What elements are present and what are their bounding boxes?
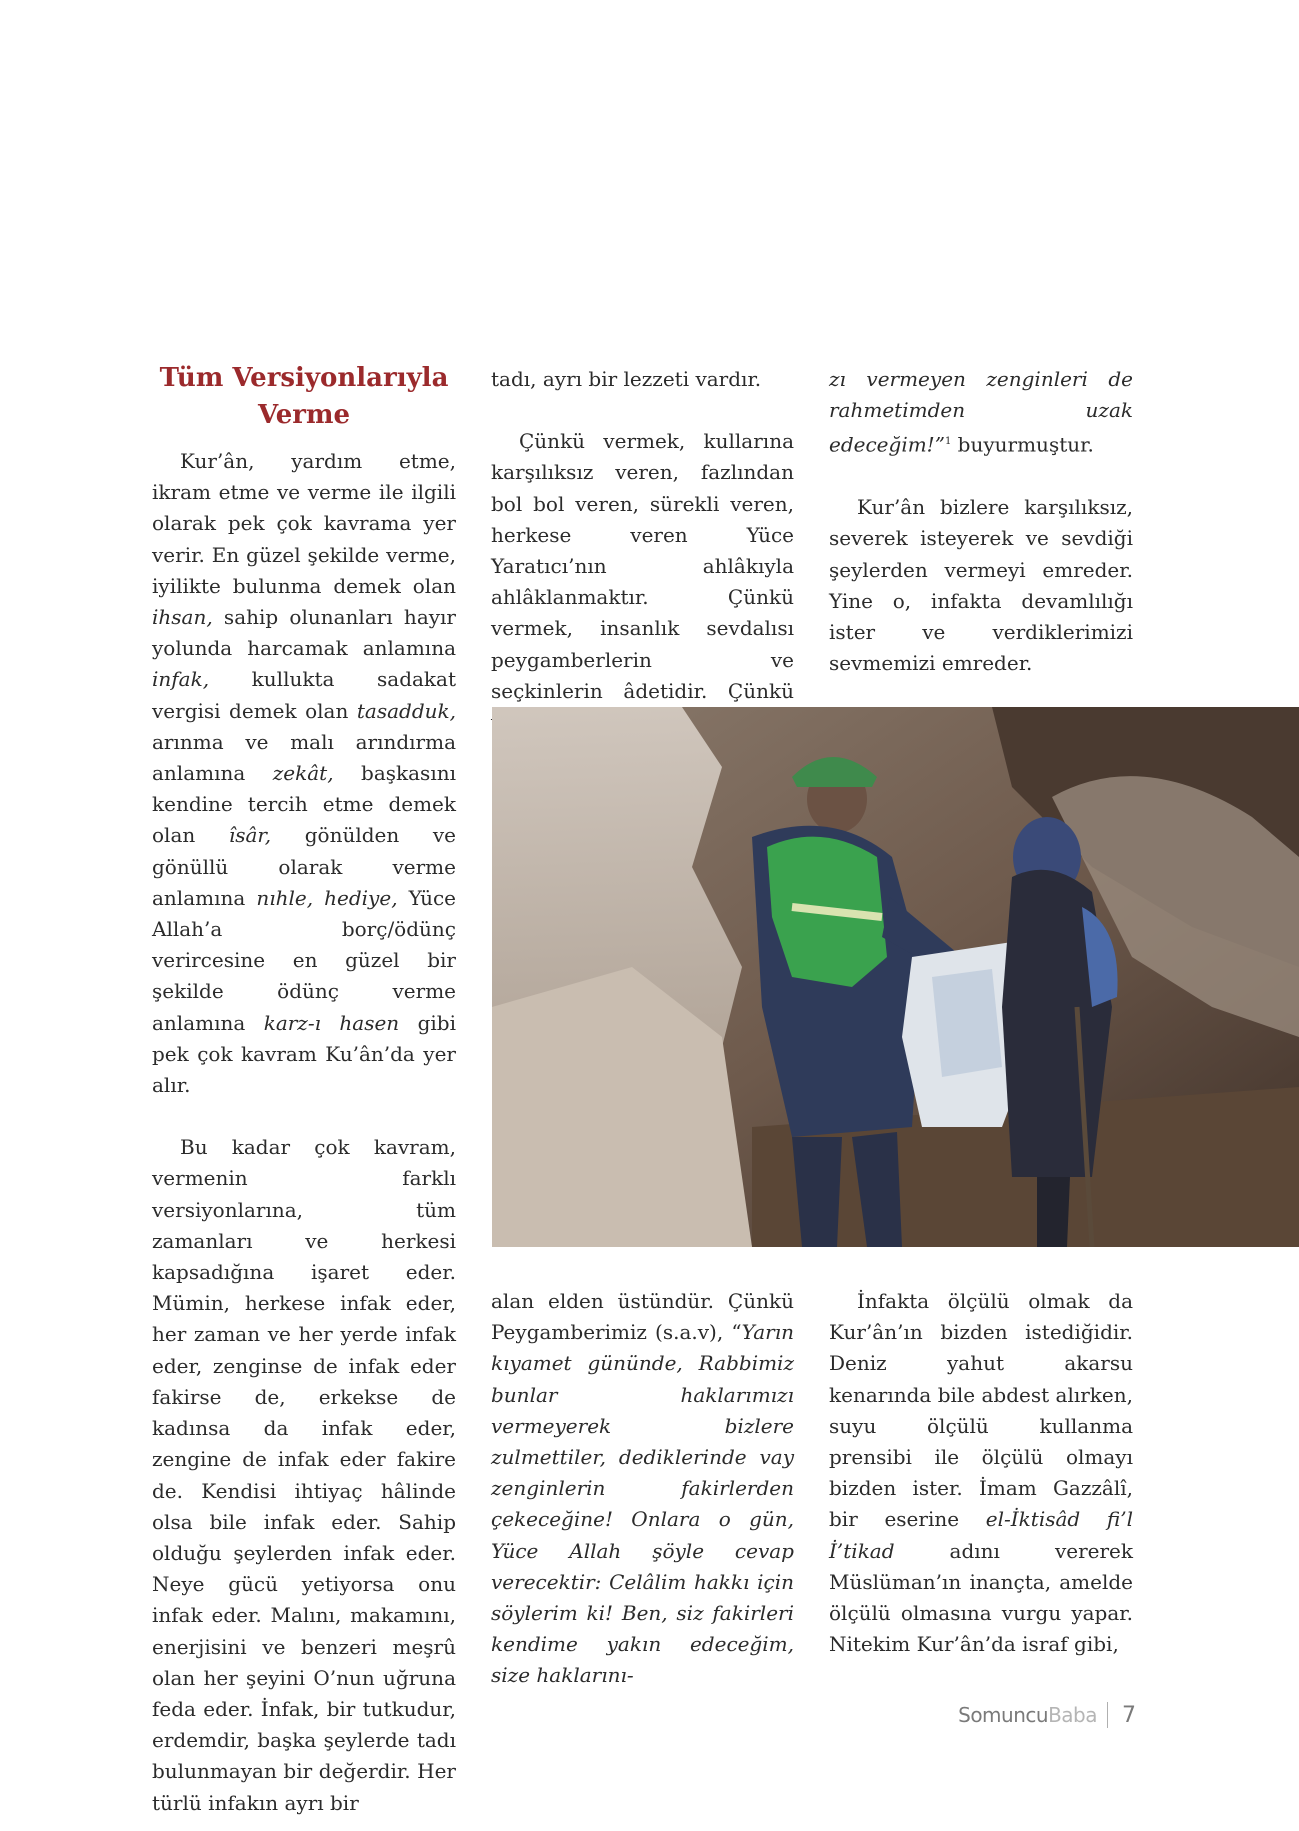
col3-bottom-rest: adını vererek Müslüman’ın inançta, amelde ölçülü olmasına vurgu yapar. Nitekim Kur’ân’da israf gibi, <box>829 1538 1133 1657</box>
col3-bottom-start: İnfakta ölçülü olmak da Kur’ân’ın bizden istediğidir. Deniz yahut akarsu kenarında bile abdest alırken, suyu ölçülü kullanma prensibi ile ölçülü olmayı bizden ister. İmam Gazzâlî, bir eserine <box>829 1289 1133 1532</box>
concept-term: tasadduk, <box>356 698 456 723</box>
magazine-brand <box>958 1703 1097 1727</box>
page-footer <box>958 1702 1136 1728</box>
footer-divider <box>1107 1702 1108 1728</box>
footnote-marker: 1 <box>944 436 952 448</box>
text-run: kullukta sadakat vergisi demek olan <box>152 667 456 723</box>
concept-term: îsâr, <box>228 823 272 848</box>
hadith-quote: Yarın kıyamet gününde, Rabbimiz bunlar haklarımızı vermeyerek bizlere zulmettiler, dediklerinde vay zenginlerin fakirlerden çekeceğine! Onlara o gün, Yüce Allah şöyle cevap verecektir: Celâlim hakkı için söylerim ki! Ben, siz fakirleri kendime yakın edeceğim, size haklarını- <box>491 1320 794 1688</box>
col1-paragraph-2: Bu kadar çok kavram, vermenin farklı versiyonlarına, tüm zamanları ve herkesi kapsadığına işaret eder. Mümin, herkese infak eder, her zaman ve her yerde infak eder, zenginse de infak eder fakirse de, erkekse de kadınsa da infak eder, zengine de infak eder fakire de. Kendisi ihtiyaç hâlinde olsa bile infak eder. Sahip olduğu şeylerden infak eder. Neye gücü yetiyorsa onu infak eder. Malını, makamını, enerjisini ve benzeri meşrû olan her şeyini O’nun uğruna feda eder. İnfak, bir tutkudur, erdemdir, başka şeylerde tadı bulunmayan bir değerdir. Her türlü infakın ayrı bir <box>152 1135 456 1815</box>
text-run: arınma ve malı arındırma anlamına <box>152 729 456 786</box>
article-photo <box>492 707 1299 1247</box>
column-2-bottom <box>491 1286 794 1692</box>
quote-continuation: zı vermeyen zenginleri de rahmetimden uzak edeceğim!” <box>829 367 1133 458</box>
col2-bottom-paragraph <box>491 1286 794 1692</box>
concept-term: karz-ı hasen <box>263 1010 400 1035</box>
col2-paragraph-1: tadı, ayrı bir lezzeti vardır. <box>491 367 762 391</box>
text-run: Yüce Allah’a borç/ödünç verircesine en güzel bir şekilde ödünç verme anlamına <box>152 885 456 1035</box>
text-run: başkasını kendine tercih etme demek olan <box>152 761 456 848</box>
brand-part-1: Somuncu <box>958 1703 1049 1727</box>
photo-volunteer-giving-bag-icon <box>492 707 1299 1247</box>
column-3-bottom <box>829 1286 1133 1660</box>
col2-bottom-start: alan elden üstündür. Çünkü Peygamberimiz (s.a.v), “ <box>491 1289 794 1345</box>
text-run: Kur’ân, yardım etme, ikram etme ve verme ile ilgili olarak pek çok kavrama yer verir. En güzel şekilde verme, iyilikte bulunma demek olan <box>152 449 456 598</box>
concept-term: infak, <box>152 667 210 692</box>
concept-term: nıhle, hediye, <box>256 885 398 910</box>
column-2-top <box>491 364 794 738</box>
text-run: gibi pek çok kavram Ku’ân’da yer alır. <box>152 1010 456 1098</box>
column-1 <box>152 360 456 1819</box>
quote-tail: buyurmuştur. <box>951 433 1094 458</box>
book-title: el-İktisâd fi’l İ’tikad <box>829 1507 1133 1563</box>
col2-paragraph-2: Çünkü vermek, kullarına karşılıksız veren, fazlından bol bol veren, sürekli veren, herkese veren Yüce Yaratıcı’nın ahlâkıyla ahlâklanmaktır. Çünkü vermek, insanlık sevdalısı peygamberlerin ve seçkinlerin âdetidir. Çünkü <box>491 429 794 703</box>
brand-part-2: Baba <box>1048 1703 1097 1727</box>
col3-paragraph-1 <box>829 364 1133 461</box>
text-run: gönülden ve gönüllü olarak verme anlamına <box>152 823 456 910</box>
page-number: 7 <box>1122 1702 1136 1728</box>
concept-term: zekât, <box>272 761 334 786</box>
article-title: Tüm Versiyonlarıyla Verme <box>159 363 449 430</box>
col3-paragraph-2: Kur’ân bizlere karşılıksız, severek isteyerek ve sevdiği şeylerden vermeyi emreder. Yine o, infakta devamlılığı ister ve verdiklerimizi sevmemizi emreder. <box>829 495 1133 676</box>
concept-term: ihsan, <box>152 605 213 630</box>
column-3-top <box>829 364 1133 679</box>
text-run: sahip olunanları hayır yolunda harcamak anlamına <box>152 605 456 661</box>
col1-paragraph-1 <box>152 446 456 1101</box>
col3-bottom-paragraph <box>829 1286 1133 1660</box>
